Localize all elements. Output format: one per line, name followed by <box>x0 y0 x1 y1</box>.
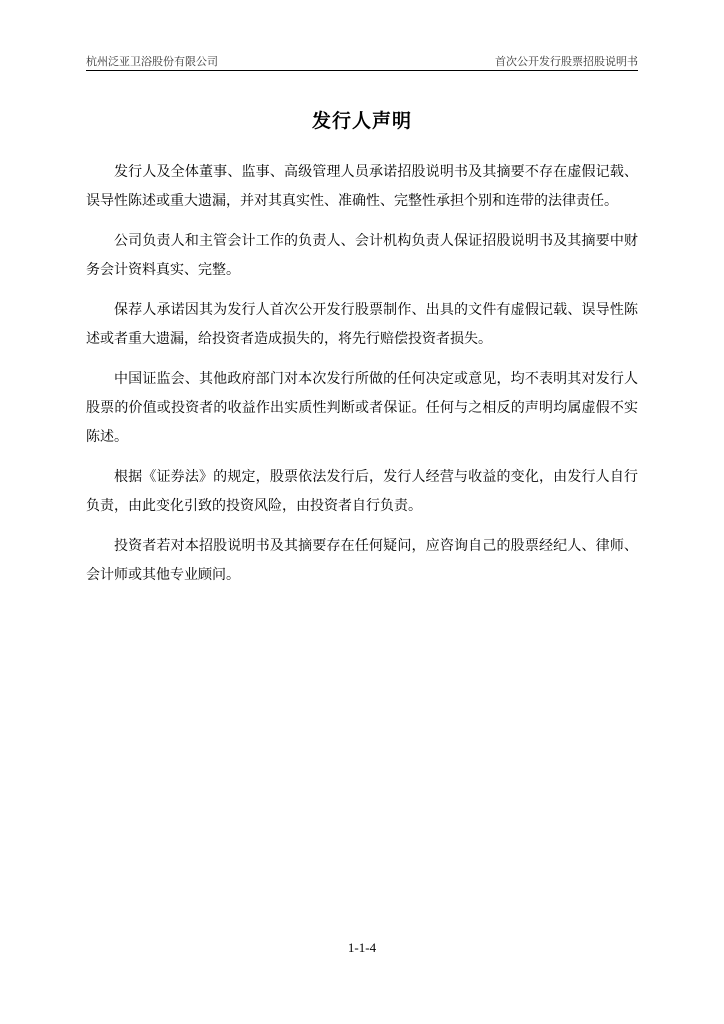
paragraph-1: 发行人及全体董事、监事、高级管理人员承诺招股说明书及其摘要不存在虚假记载、误导性陈述或重大遗漏，并对其真实性、准确性、完整性承担个别和连带的法律责任。 <box>86 164 638 209</box>
page-header <box>86 50 638 71</box>
page-number: 1-1-4 <box>347 940 377 955</box>
paragraph-3: 保荐人承诺因其为发行人首次公开发行股票制作、出具的文件有虚假记载、误导性陈述或者重大遗漏，给投资者造成损失的，将先行赔偿投资者损失。 <box>86 302 638 347</box>
paragraph-2: 公司负责人和主管会计工作的负责人、会计机构负责人保证招股说明书及其摘要中财务会计资料真实、完整。 <box>86 233 638 278</box>
paragraph-5: 根据《证券法》的规定，股票依法发行后，发行人经营与收益的变化，由发行人自行负责，由此变化引致的投资风险，由投资者自行负责。 <box>86 469 638 514</box>
declaration-body <box>86 158 638 601</box>
header-company-name: 杭州泛亚卫浴股份有限公司 <box>86 55 218 68</box>
paragraph-4: 中国证监会、其他政府部门对本次发行所做的任何决定或意见，均不表明其对发行人股票的价值或投资者的收益作出实质性判断或者保证。任何与之相反的声明均属虚假不实陈述。 <box>86 371 638 445</box>
page-title: 发行人声明 <box>311 110 412 132</box>
header-document-title: 首次公开发行股票招股说明书 <box>495 55 638 68</box>
paragraph-6: 投资者若对本招股说明书及其摘要存在任何疑问，应咨询自己的股票经纪人、律师、会计师或其他专业顾问。 <box>86 538 638 583</box>
